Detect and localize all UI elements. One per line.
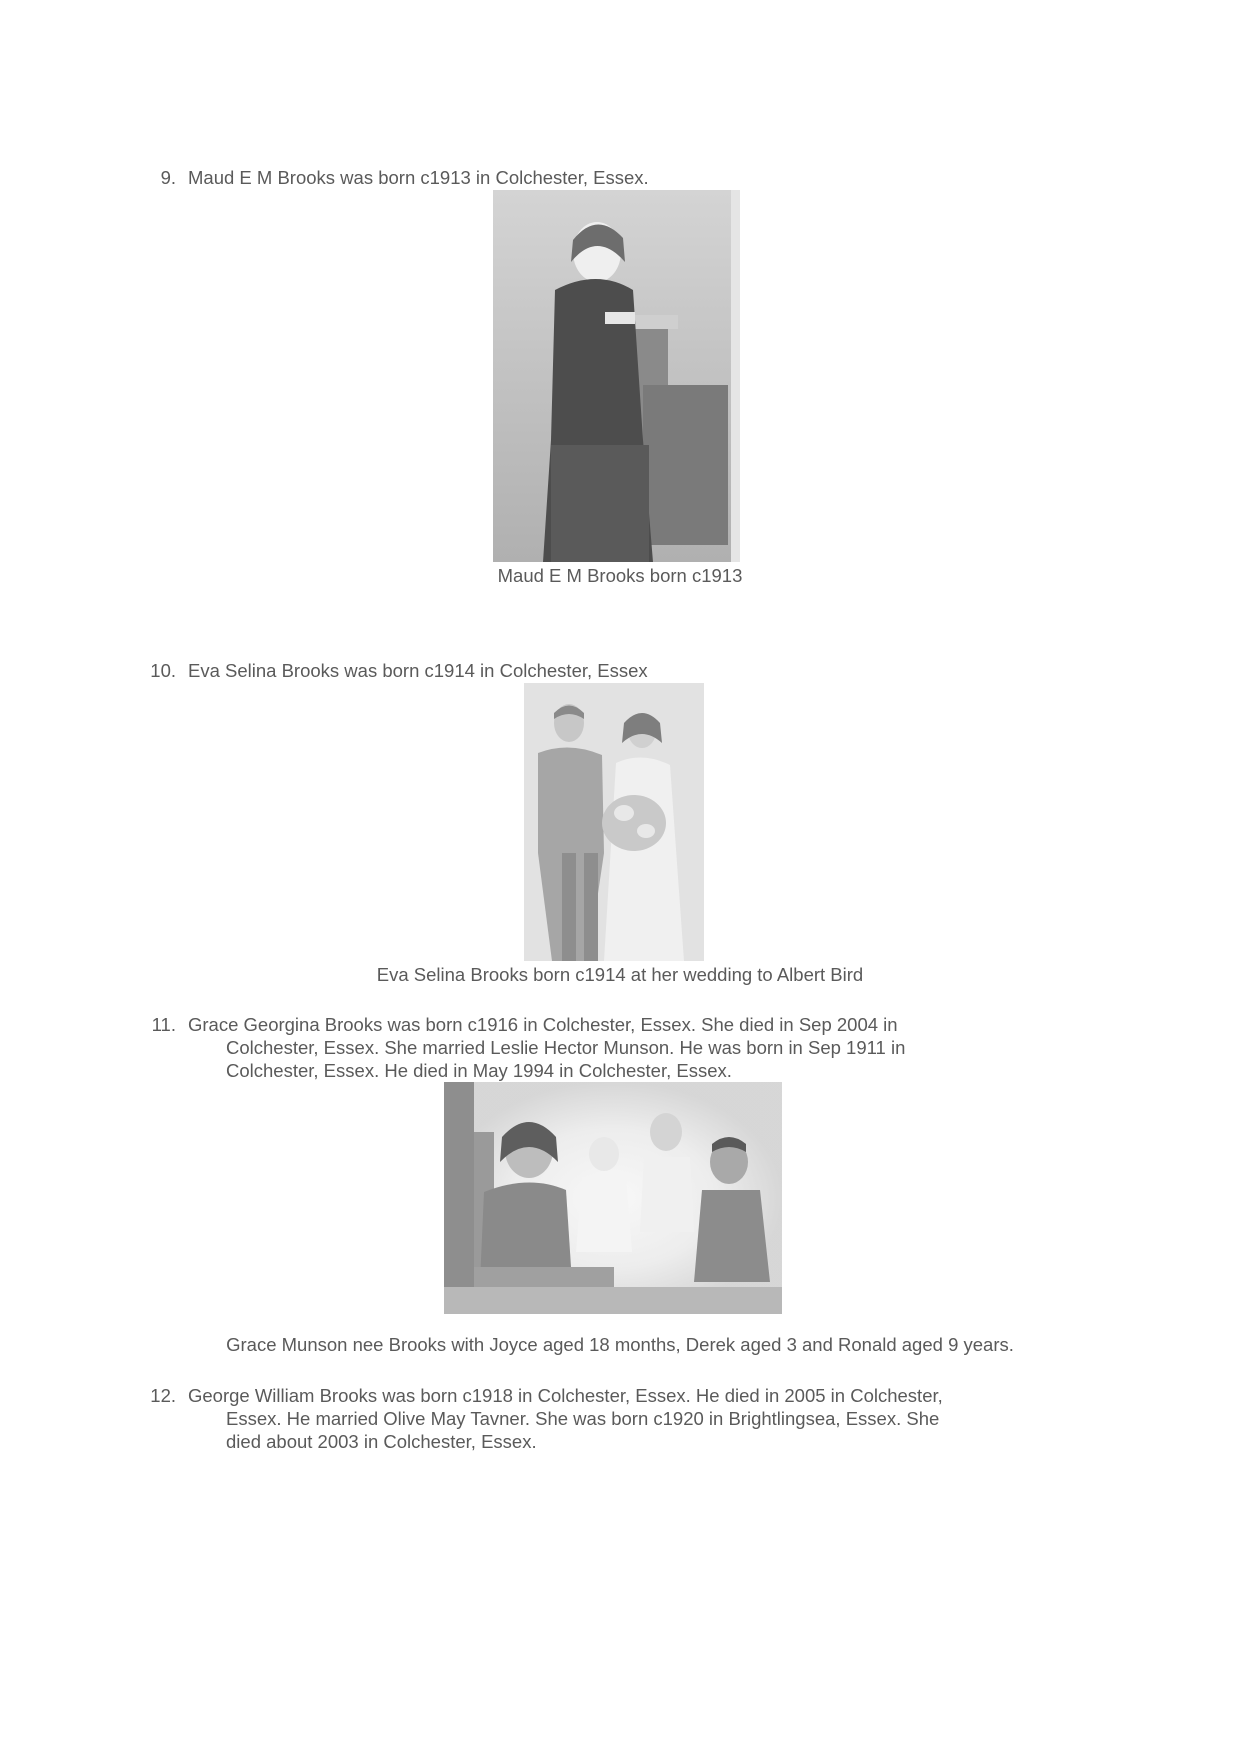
photo-caption: Maud E M Brooks born c1913 (497, 565, 743, 586)
portrait-photo (493, 190, 740, 562)
entry-12 (140, 1384, 1140, 1453)
entry-text-line: Colchester, Essex. She married Leslie Hector Munson. He was born in Sep 1911 in (226, 1037, 906, 1058)
entry-text-line: George William Brooks was born c1918 in Colchester, Essex. He died in 2005 in Colchester, (188, 1385, 943, 1406)
photo-caption: Grace Munson nee Brooks with Joyce aged 18 months, Derek aged 3 and Ronald aged 9 years. (226, 1334, 1014, 1355)
entry-text-line: Maud E M Brooks was born c1913 in Colchester, Essex. (188, 167, 649, 188)
entry-number: 12. (150, 1385, 176, 1406)
entry-text-line: Essex. He married Olive May Tavner. She was born c1920 in Brightlingsea, Essex. She (226, 1408, 940, 1429)
entry-text-line: died about 2003 in Colchester, Essex. (226, 1431, 537, 1452)
entry-text-line: Colchester, Essex. He died in May 1994 in Colchester, Essex. (226, 1060, 732, 1081)
entry-number: 11. (151, 1014, 176, 1035)
entry-number: 10. (150, 660, 176, 681)
entry-10 (140, 659, 1140, 682)
family-group-photo (444, 1082, 782, 1314)
entry-text-line: Eva Selina Brooks was born c1914 in Colchester, Essex (188, 660, 648, 681)
entry-text-line: Grace Georgina Brooks was born c1916 in Colchester, Essex. She died in Sep 2004 in (188, 1014, 898, 1035)
entry-number: 9. (160, 167, 176, 188)
entry-11 (140, 1013, 1140, 1082)
wedding-photo (524, 683, 704, 961)
entry-9 (140, 166, 1140, 189)
photo-caption: Eva Selina Brooks born c1914 at her wedding to Albert Bird (376, 964, 864, 985)
